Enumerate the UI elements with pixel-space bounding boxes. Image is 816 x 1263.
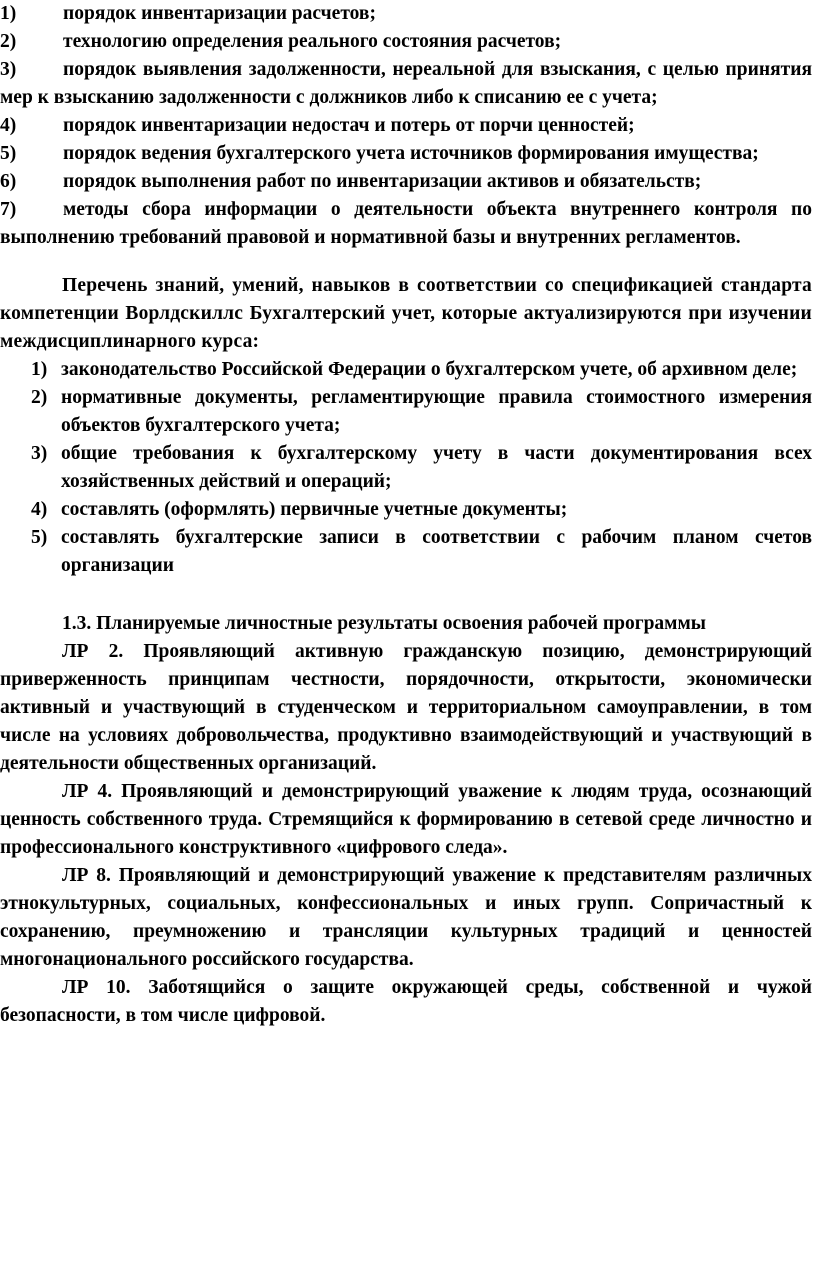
list-item-text: технологию определения реального состояния расчетов; [63,31,562,52]
list-item-number: 4) [31,499,48,520]
list-item-text: порядок выявления задолженности, нереальной для взыскания, с целью принятия мер к взысканию задолженности с должников либо к списанию ее с учета; [0,59,812,108]
list-item-number: 7) [0,199,17,220]
personal-results [0,638,812,1030]
list-item-text: нормативные документы, регламентирующие правила стоимостного измерения объектов бухгалтерского учета; [61,387,812,436]
list-item-number: 5) [0,143,17,164]
list-item-text: общие требования к бухгалтерскому учету в части документирования всех хозяйственных действий и операций; [61,443,812,492]
list-item [0,384,812,440]
list-item [0,0,812,28]
list-item-number: 6) [0,171,17,192]
list-item-text: методы сбора информации о деятельности объекта внутреннего контроля по выполнению требований правовой и нормативной базы и внутренних регламентов. [0,199,812,248]
list-item [0,28,812,56]
worldskills-list [0,356,812,580]
result-paragraph: ЛР 10. Заботящийся о защите окружающей среды, собственной и чужой безопасности, в том числе цифровой. [0,977,812,1026]
list-item-text: законодательство Российской Федерации о бухгалтерском учете, об архивном деле; [61,359,798,380]
list-item-number: 2) [31,387,48,408]
list-item-text: составлять (оформлять) первичные учетные документы; [61,499,568,520]
list-item [0,140,812,168]
list-item [0,440,812,496]
worldskills-heading: Перечень знаний, умений, навыков в соответствии со спецификацией стандарта компетенции Ворлдскиллс Бухгалтерский учет, которые актуализируются при изучении междисциплинарного курса: [0,275,812,352]
list-item [0,356,812,384]
list-item-number: 5) [31,527,48,548]
list-item-number: 1) [31,359,48,380]
list-item-text: составлять бухгалтерские записи в соответствии с рабочим планом счетов организации [61,527,812,576]
result-paragraph: ЛР 4. Проявляющий и демонстрирующий уважение к людям труда, осознающий ценность собственного труда. Стремящийся к формированию в сетевой среде личностно и профессионального конструктивного «цифрового следа». [0,781,812,858]
section-title: 1.3. Планируемые личностные результаты освоения рабочей программы [62,613,706,634]
list-item-number: 4) [0,115,17,136]
list-item-text: порядок ведения бухгалтерского учета источников формирования имущества; [63,143,759,164]
list-item-text: порядок инвентаризации недостач и потерь от порчи ценностей; [63,115,635,136]
list-item [0,496,812,524]
list-item [0,524,812,580]
result-paragraph: ЛР 2. Проявляющий активную гражданскую позицию, демонстрирующий приверженность принципам честности, порядочности, открытости, экономически активный и участвующий в студенческом и территориальном самоуправлении, в том числе на условиях добровольчества, продуктивно взаимодействующий и участвующий в деятельности общественных организаций. [0,641,812,774]
list-item [0,112,812,140]
list-item [0,196,812,252]
list-item-number: 3) [31,443,48,464]
list-item-number: 2) [0,31,17,52]
list-item-number: 3) [0,59,17,80]
list-item-text: порядок инвентаризации расчетов; [63,3,376,24]
list-item [0,56,812,112]
result-paragraph: ЛР 8. Проявляющий и демонстрирующий уважение к представителям различных этнокультурных, социальных, конфессиональных и иных групп. Сопричастный к сохранению, преумножению и трансляции культурных традиций и ценностей многонационального российского государства. [0,865,812,970]
competency-list [0,0,812,252]
list-item-number: 1) [0,3,17,24]
list-item-text: порядок выполнения работ по инвентаризации активов и обязательств; [63,171,702,192]
list-item [0,168,812,196]
